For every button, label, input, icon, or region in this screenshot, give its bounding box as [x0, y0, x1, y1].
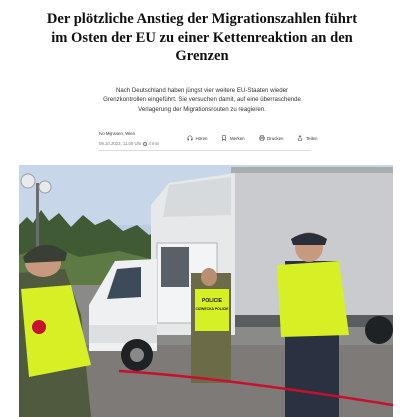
bookmark-label: Merken: [229, 135, 245, 141]
article-author[interactable]: [99, 131, 135, 136]
print-button[interactable]: [259, 135, 284, 141]
print-icon: [259, 135, 265, 141]
bookmark-button[interactable]: [221, 135, 244, 141]
listen-button[interactable]: [187, 135, 207, 141]
share-icon: [297, 135, 303, 141]
meta-divider: [99, 150, 311, 151]
headphones-icon: [187, 135, 193, 141]
article-lead: Nach Deutschland haben jüngst vier weitere EU-Staaten wieder Grenzkontrollen eingeführt. Sie versuchen damit, auf eine überraschende Verlagerung der Migrationsrouten zu reagieren.: [103, 87, 301, 113]
author-name[interactable]: Ivo Mijnssen, Wien: [99, 131, 136, 136]
share-button[interactable]: [297, 135, 317, 141]
read-time: 4 min: [148, 141, 159, 146]
publish-date: 09.10.2023, 11.00 Uhr: [99, 141, 142, 146]
article-headline: Der plötzliche Anstieg der Migrationszahlen führt im Osten der EU zu einer Kettenreaktion an den Grenzen: [46, 11, 358, 64]
vest-text-police: POLICIE: [201, 298, 223, 304]
listen-label: Hören: [195, 135, 208, 141]
bookmark-icon: [221, 135, 227, 141]
print-label: Drucken: [267, 135, 284, 141]
article-meta: [99, 141, 159, 146]
article-actions: [187, 135, 317, 141]
article-photo: [19, 165, 393, 417]
clock-icon: [143, 142, 147, 146]
border-police-photo: [19, 165, 393, 417]
vest-text-foreign-police: CIZINECKÁ POLICIE: [195, 307, 229, 311]
share-label: Teilen: [305, 135, 318, 141]
